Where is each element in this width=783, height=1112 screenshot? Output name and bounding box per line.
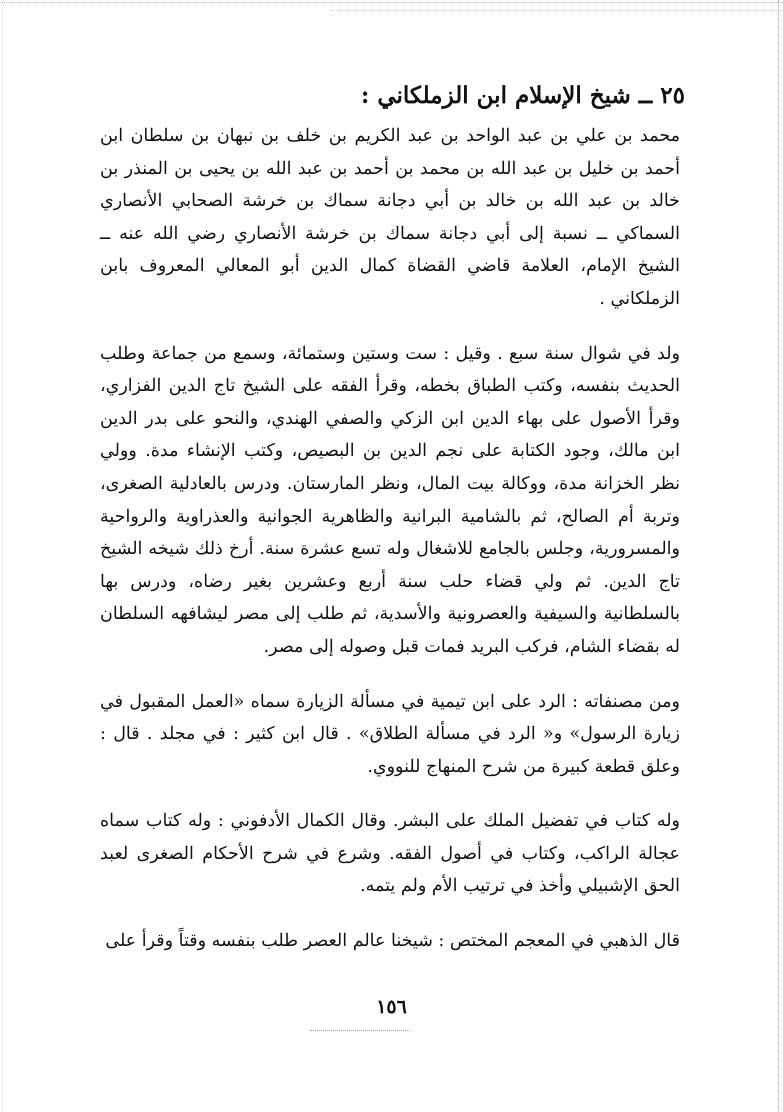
life-paragraph: ولد في شوال سنة سبع . وقيل : ست وستين وستمائة، وسمع من جماعة وطلب الحديث بنفسه، وكتب الطباق بخطه، وقرأ الفقه على الشيخ تاج الدين الفزاري، وقرأ الأصول على بهاء الدين ابن الزكي والصفي الهندي، والنحو على بدر الدين ابن مالك، وجود الكتابة على نجم الدين بن البصيص، وكتب الإنشاء مدة. وولي نظر الخزانة مدة، ووكالة بيت المال، ونظر المارستان. ودرس بالعادلية الصغرى، وتربة أم الصالح، ثم بالشامية البرانية والظاهرية الجوانية والعذراوية والرواحية والمسرورية، وجلس بالجامع للاشغال وله تسع عشرة سنة. أرخ ذلك شيخه الشيخ تاج الدين. ثم ولي قضاء حلب سنة أربع وعشرين بغير رضاه، ودرس بها بالسلطانية والسيفية والعصرونية والأسدية، ثم طلب إلى مصر ليشافهه السلطان له بقضاء الشام، فركب البريد فمات قبل وصوله إلى مصر. [100, 343, 680, 657]
biography-paragraph: محمد بن علي بن عبد الواحد بن عبد الكريم بن خلف بن نبهان بن سلطان ابن أحمد بن خليل بن عبد الله بن محمد بن أحمد بن عبد الله بن يحيى بن المنذر بن خالد بن عبد الله بن خالد بن أبي دجانة سماك بن خرشة الصحابي الأنصاري السماكي ــ نسبة إلى أبي دجانة سماك بن خرشة الأنصاري رضي الله عنه ــ الشيخ الإمام، العلامة قاضي القضاة كمال الدين أبو المعالي المعروف بابن الزملكاني . [100, 126, 680, 309]
books-paragraph: وله كتاب في تفضيل الملك على البشر. وقال الكمال الأدفوني : وله كتاب سماه عجالة الراكب، وكتاب في أصول الفقه. وشرع في شرح الأحكام الصغرى لعبد الحق الإشبيلي وأخذ في ترتيب الأم ولم يتمه. [100, 811, 680, 897]
bottom-rule [310, 1030, 410, 1031]
page-number: ١٥٦ [376, 996, 407, 1018]
works-paragraph: ومن مصنفاته : الرد على ابن تيمية في مسألة الزيارة سماه «العمل المقبول في زيارة الرسول» و« الرد في مسألة الطلاق» . قال ابن كثير : في مجلد . قال : وعلق قطعة كبيرة من شرح المنهاج للنووي. [100, 691, 680, 777]
scan-border-right [778, 0, 779, 1112]
scan-border-top-secondary [330, 10, 783, 11]
document-page [100, 80, 685, 986]
dhahabi-quote-paragraph: قال الذهبي في المعجم المختص : شيخنا عالم العصر طلب بنفسه وقتاً وقرأ على [105, 931, 680, 952]
scan-border-left [2, 0, 3, 1112]
scan-border-top [0, 2, 783, 3]
section-heading: ٢٥ ــ شيخ الإسلام ابن الزملكاني : [360, 82, 685, 109]
